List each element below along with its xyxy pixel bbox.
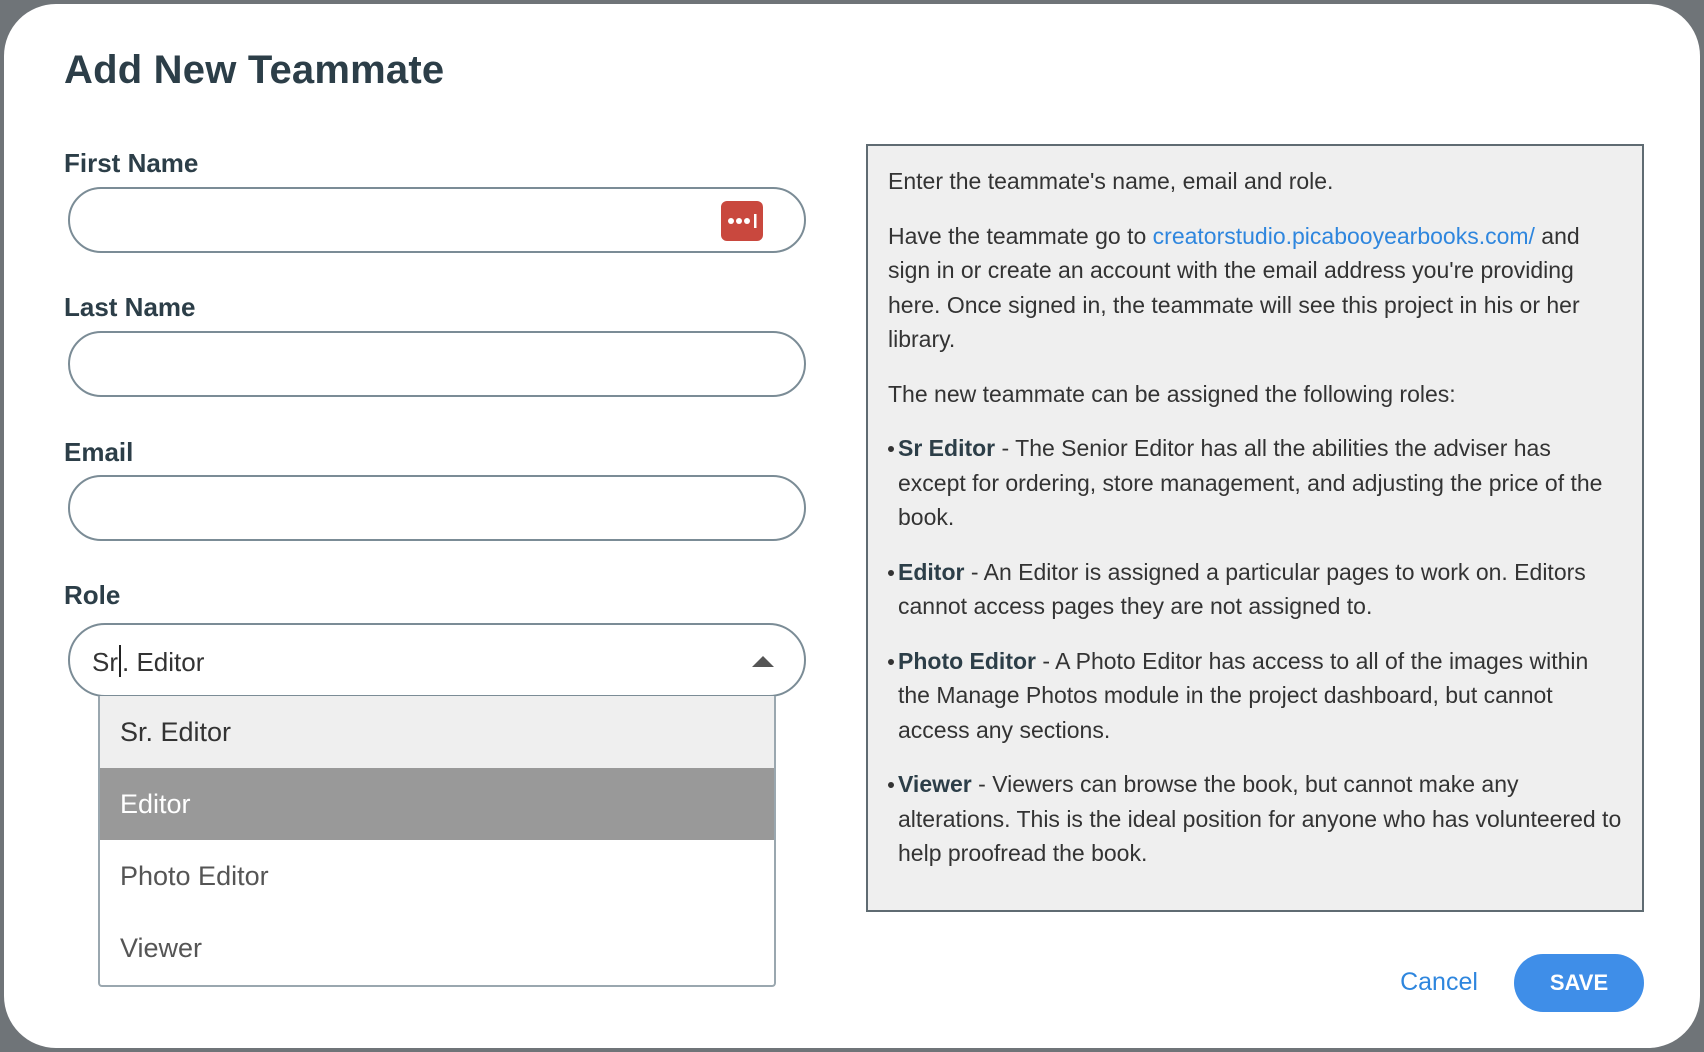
role-dropdown-menu bbox=[98, 696, 776, 987]
role-name: Sr Editor bbox=[898, 435, 996, 461]
role-select[interactable] bbox=[68, 623, 806, 697]
role-value-after-caret: . Editor bbox=[122, 647, 205, 677]
role-name: Photo Editor bbox=[898, 647, 1036, 674]
role-description-sr-editor bbox=[898, 431, 1622, 535]
role-info-panel bbox=[866, 144, 1644, 912]
lastpass-icon[interactable] bbox=[721, 201, 763, 241]
role-option-viewer[interactable]: Viewer bbox=[120, 933, 203, 963]
email-input[interactable] bbox=[68, 475, 806, 541]
role-name: Editor bbox=[898, 558, 965, 585]
add-teammate-dialog bbox=[4, 4, 1700, 1048]
role-description: - A Photo Editor has access to all of the images within the Manage Photos module in the project dashboard, but cannot access any sections. bbox=[898, 647, 1589, 743]
info-instructions bbox=[888, 219, 1622, 357]
role-option-editor[interactable]: Editor bbox=[100, 768, 774, 840]
roles-intro: The new teammate can be assigned the following roles: bbox=[888, 380, 1456, 407]
dialog-title: Add New Teammate bbox=[64, 48, 445, 92]
lastpass-dots-icon bbox=[725, 213, 759, 229]
info-go-to-suffix: and sign in or create an account with the email address you're providing here. Once signed in, the teammate will see this project in his or her library. bbox=[888, 222, 1580, 352]
role-description-viewer bbox=[898, 767, 1622, 871]
creator-studio-link[interactable]: creatorstudio.picabooyearbooks.com/ bbox=[1152, 222, 1535, 249]
info-intro: Enter the teammate's name, email and role. bbox=[888, 168, 1334, 194]
role-description: - Viewers can browse the book, but cannot make any alterations. This is the ideal position for anyone who has volunteered to help proofread the book. bbox=[898, 771, 1622, 866]
info-go-to-prefix: Have the teammate go to bbox=[888, 222, 1147, 249]
role-label: Role bbox=[64, 580, 121, 610]
save-button[interactable]: SAVE bbox=[1514, 954, 1644, 1012]
last-name-input[interactable] bbox=[68, 331, 806, 397]
role-option-sr-editor[interactable]: Sr. Editor bbox=[100, 696, 774, 768]
cancel-button[interactable]: Cancel bbox=[1386, 960, 1492, 1004]
role-description-editor bbox=[898, 555, 1622, 624]
role-description-photo-editor bbox=[898, 644, 1622, 748]
role-select-value bbox=[92, 645, 204, 678]
role-description: - An Editor is assigned a particular pages to work on. Editors cannot access pages they are not assigned to. bbox=[898, 558, 1586, 619]
email-label: Email bbox=[64, 437, 134, 467]
roles-list bbox=[888, 431, 1622, 871]
first-name-input[interactable] bbox=[68, 187, 806, 253]
first-name-label: First Name bbox=[64, 148, 199, 178]
last-name-label: Last Name bbox=[64, 292, 196, 322]
role-name: Viewer bbox=[898, 771, 972, 797]
chevron-up-icon[interactable] bbox=[752, 656, 774, 667]
role-description: - The Senior Editor has all the abilities the adviser has except for ordering, store management, and adjusting the price of the book. bbox=[898, 435, 1603, 530]
role-option-photo-editor[interactable]: Photo Editor bbox=[120, 861, 269, 891]
text-cursor bbox=[119, 645, 121, 677]
role-value-before-caret: Sr bbox=[92, 647, 118, 677]
